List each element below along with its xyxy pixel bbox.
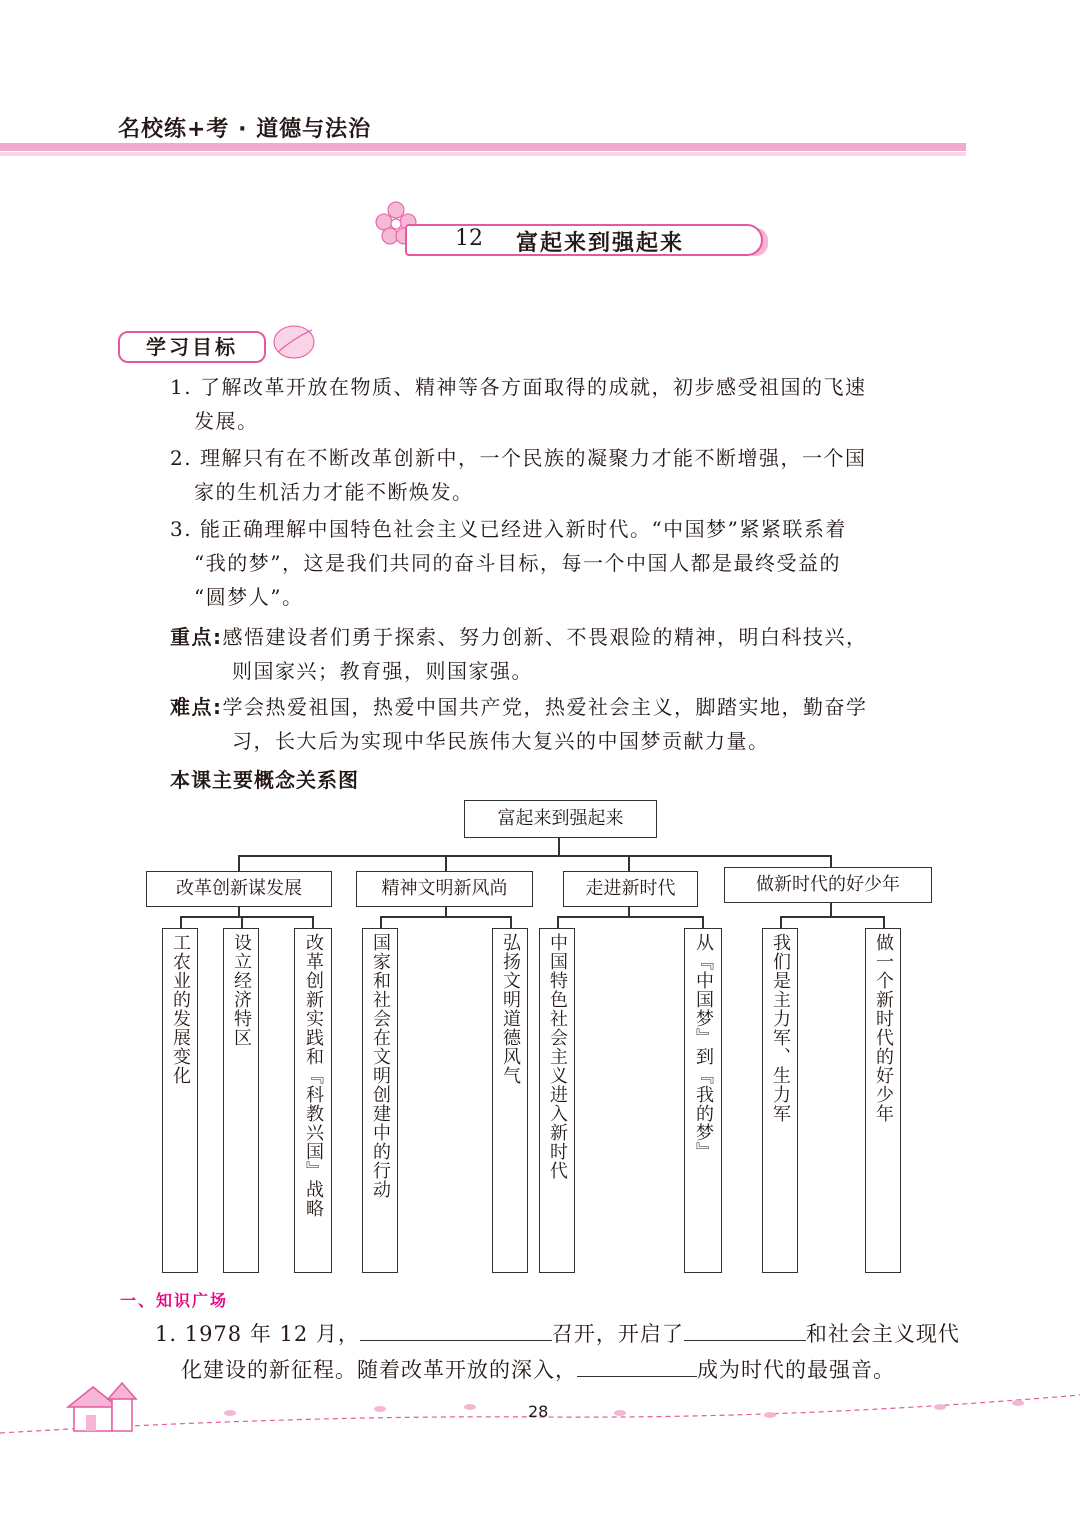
concept-leaf-8: 我们是主力军、生力军 bbox=[762, 928, 798, 1273]
concept-leaf-7: 从『中国梦』到『我的梦』 bbox=[684, 928, 722, 1273]
leaf-decoration-icon bbox=[268, 318, 320, 364]
concept-leaf-1: 工农业的发展变化 bbox=[162, 928, 198, 1273]
connector bbox=[628, 855, 630, 871]
house-icon bbox=[68, 1383, 136, 1431]
answer-blank-1[interactable] bbox=[360, 1318, 552, 1341]
concept-leaf-5: 弘扬文明道德风气 bbox=[492, 928, 528, 1273]
concept-leaf-6: 中国特色社会主义进入新时代 bbox=[539, 928, 575, 1273]
objective-1: 1. 了解改革开放在物质、精神等各方面取得的成就，初步感受祖国的飞速 发展。 bbox=[170, 375, 867, 433]
difficult-point-label: 难点: bbox=[170, 695, 223, 719]
concept-root: 富起来到强起来 bbox=[464, 800, 657, 838]
section-heading: 一、知识广场 bbox=[120, 1291, 229, 1310]
concept-leaf-2: 设立经济特区 bbox=[223, 928, 259, 1273]
connector bbox=[510, 916, 512, 928]
concept-leaf-9: 做一个新时代的好少年 bbox=[865, 928, 901, 1273]
connector bbox=[380, 916, 382, 928]
connector bbox=[238, 855, 240, 871]
header-divider bbox=[0, 143, 966, 151]
connector bbox=[312, 916, 314, 928]
lesson-number: 12 bbox=[455, 226, 483, 251]
connector bbox=[702, 916, 704, 928]
connector bbox=[830, 903, 832, 917]
connector bbox=[180, 916, 182, 928]
connector bbox=[180, 916, 313, 918]
concept-branch-4: 做新时代的好少年 bbox=[724, 867, 932, 903]
connector bbox=[241, 916, 243, 928]
concept-branch-3: 走进新时代 bbox=[563, 871, 698, 907]
connector bbox=[780, 916, 884, 918]
key-point: 重点:感悟建设者们勇于探索、努力创新、不畏艰险的精神，明白科技兴， 则国家兴；教育强，则国家强。 bbox=[170, 625, 868, 683]
page-number: 28 bbox=[528, 1402, 549, 1421]
connector bbox=[557, 916, 559, 928]
connector bbox=[380, 916, 511, 918]
answer-blank-3[interactable] bbox=[577, 1354, 697, 1377]
connector bbox=[558, 838, 560, 855]
connector bbox=[445, 855, 447, 871]
objectives-label: 学习目标 bbox=[118, 331, 266, 363]
lesson-title: 富起来到强起来 bbox=[516, 231, 685, 256]
connector bbox=[557, 916, 703, 918]
key-point-label: 重点: bbox=[170, 625, 223, 649]
concept-leaf-3: 改革创新实践和『科教兴国』战略 bbox=[294, 928, 332, 1273]
header-title: 名校练+考 · 道德与法治 bbox=[118, 117, 372, 142]
concept-map-heading: 本课主要概念关系图 bbox=[170, 768, 359, 792]
objective-3: 3. 能正确理解中国特色社会主义已经进入新时代。“中国梦”紧紧联系着 “我的梦”，这是我们共同的奋斗目标，每一个中国人都是最终受益的 “圆梦人”。 bbox=[170, 517, 847, 609]
concept-leaf-4: 国家和社会在文明创建中的行动 bbox=[362, 928, 398, 1273]
connector bbox=[883, 916, 885, 928]
difficult-point: 难点:学会热爱祖国，热爱中国共产党，热爱社会主义，脚踏实地，勤奋学 习，长大后为实现中华民族伟大复兴的中国梦贡献力量。 bbox=[170, 695, 868, 753]
concept-branch-1: 改革创新谋发展 bbox=[146, 871, 332, 907]
header-divider-light bbox=[0, 152, 966, 156]
concept-branch-2: 精神文明新风尚 bbox=[356, 871, 533, 907]
connector bbox=[780, 916, 782, 928]
question-1: 1. 1978 年 12 月， 召开，开启了 和社会主义现代 化建设的新征程。随着改革开放的深入， 成为时代的最强音。 bbox=[155, 1316, 960, 1388]
answer-blank-2[interactable] bbox=[684, 1318, 806, 1341]
objective-2: 2. 理解只有在不断改革创新中，一个民族的凝聚力才能不断增强，一个国 家的生机活力才能不断焕发。 bbox=[170, 446, 867, 504]
connector bbox=[238, 855, 830, 857]
